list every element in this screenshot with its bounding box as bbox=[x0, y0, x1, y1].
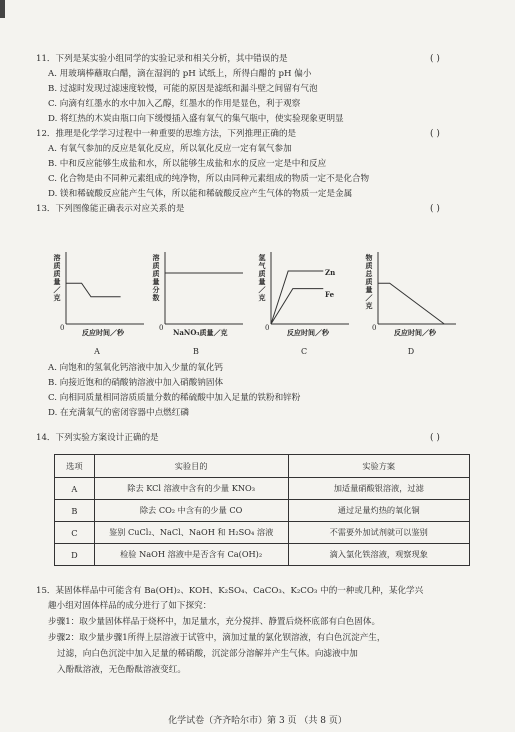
scan-corner-mark bbox=[0, 0, 5, 18]
chart-c-xlabel: 反应时间／秒 bbox=[287, 328, 329, 337]
chart-c-series-label-zn: Zn bbox=[325, 268, 336, 277]
table-row bbox=[55, 500, 470, 522]
chart-b-xlabel: NaNO₃质量／克 bbox=[173, 328, 228, 337]
chart-d-xlabel: 反应时间／秒 bbox=[394, 328, 436, 337]
chart-c-series-fe bbox=[271, 289, 323, 324]
table-header-plan: 实验方案 bbox=[288, 455, 470, 478]
chart-a-ylabel: 溶质质量／克 bbox=[53, 253, 61, 302]
chart-c bbox=[257, 252, 352, 344]
q11-option-b: B. 过滤时发现过滤速度较慢，可能的原因是滤纸和漏斗壁之间留有气泡 bbox=[48, 84, 318, 94]
q15-stem-line2: 趣小组对固体样品的成分进行了如下探究： bbox=[48, 601, 212, 611]
table-header-row bbox=[55, 455, 470, 478]
chart-a bbox=[52, 252, 147, 344]
table-cell-purpose: 除去 KCl 溶液中含有的少量 KNO₃ bbox=[94, 478, 288, 500]
q14-answer-paren: ( ) bbox=[430, 433, 440, 443]
table-header-option: 选项 bbox=[55, 455, 95, 478]
chart-d bbox=[364, 252, 459, 344]
q13-option-c: C. 向相同质量相同溶质质量分数的稀硫酸中加入足量的铁粉和锌粉 bbox=[48, 393, 301, 403]
table-row bbox=[55, 544, 470, 566]
chart-d-origin: 0 bbox=[372, 324, 377, 332]
table-row bbox=[55, 522, 470, 544]
q15-step2-line2: 过滤，向白色沉淀中加入足量的稀硝酸，沉淀部分溶解并产生气体。向滤液中加 bbox=[57, 649, 358, 659]
chart-a-xlabel: 反应时间／秒 bbox=[82, 328, 124, 337]
table-cell-purpose: 鉴别 CuCl₂、NaCl、NaOH 和 H₂SO₄ 溶液 bbox=[94, 522, 288, 544]
q13-option-d: D. 在充满氧气的密闭容器中点燃红磷 bbox=[48, 408, 189, 418]
q12-option-b: B. 中和反应能够生成盐和水，所以能够生成盐和水的反应一定是中和反应 bbox=[48, 159, 327, 169]
table-cell-option: B bbox=[55, 500, 95, 522]
table-header-purpose: 实验目的 bbox=[94, 455, 288, 478]
chart-d-series-line bbox=[378, 283, 444, 324]
chart-a-origin: 0 bbox=[60, 324, 65, 332]
chart-a-series-line bbox=[66, 283, 121, 297]
q11-answer-paren: ( ) bbox=[430, 54, 440, 64]
chart-a-label: A bbox=[94, 347, 100, 356]
q15-step2-line3: 入酚酞溶液，无色酚酞溶液变红。 bbox=[57, 665, 186, 675]
q14-stem: 14．下列实验方案设计正确的是 bbox=[36, 433, 159, 443]
q11-option-a: A. 用玻璃棒蘸取白醋，滴在湿润的 pH 试纸上，所得白醋的 pH 偏小 bbox=[48, 69, 312, 79]
page-footer: 化学试卷（齐齐哈尔市）第 3 页 （共 8 页） bbox=[168, 716, 347, 726]
chart-d-ylabel: 物质总质量／克 bbox=[365, 253, 373, 310]
chart-b-origin: 0 bbox=[159, 324, 164, 332]
chart-d-label: D bbox=[407, 347, 415, 356]
q14-table bbox=[54, 454, 470, 566]
chart-c-series-zn bbox=[271, 271, 323, 324]
q12-option-d: D. 镁和稀硫酸反应能产生气体，所以能和稀硫酸反应产生气体的物质一定是金属 bbox=[48, 189, 353, 199]
chart-b bbox=[151, 252, 246, 344]
q11-stem: 11．下列是某实验小组同学的实验记录和相关分析，其中错误的是 bbox=[36, 54, 288, 64]
q12-stem: 12．推理是化学学习过程中一种重要的思维方法，下列推理正确的是 bbox=[36, 129, 297, 139]
table-cell-option: A bbox=[55, 478, 95, 500]
table-cell-plan: 加适量硝酸银溶液，过滤 bbox=[288, 478, 470, 500]
table-cell-purpose: 除去 CO₂ 中含有的少量 CO bbox=[94, 500, 288, 522]
q15-step2-line1: 步骤2：取少量步骤1所得上层溶液于试管中，滴加过量的氯化钡溶液，有白色沉淀产生， bbox=[48, 633, 386, 643]
q12-option-c: C. 化合物是由不同种元素组成的纯净物，所以由同种元素组成的物质一定不是化合物 bbox=[48, 174, 370, 184]
q13-option-a: A. 向饱和的氢氧化钙溶液中加入少量的氧化钙 bbox=[48, 363, 223, 373]
q11-option-d: D. 将红热的木炭由瓶口向下缓慢插入盛有氧气的集气瓶中，使实验现象更明显 bbox=[48, 114, 344, 124]
chart-b-label: B bbox=[193, 347, 199, 356]
chart-c-series-label-fe: Fe bbox=[325, 290, 335, 299]
table-cell-purpose: 检验 NaOH 溶液中是否含有 Ca(OH)₂ bbox=[94, 544, 288, 566]
q12-option-a: A. 有氧气参加的反应是氧化反应，所以氧化反应一定有氧气参加 bbox=[48, 144, 292, 154]
q13-stem: 13．下列图像能正确表示对应关系的是 bbox=[36, 204, 185, 214]
q11-option-c: C. 向滴有红墨水的水中加入乙醇，红墨水的作用是显色，利于观察 bbox=[48, 99, 301, 109]
q15-step1: 步骤1：取少量固体样品于烧杯中，加足量水，充分搅拌、静置后烧杯底部有白色固体。 bbox=[48, 617, 381, 627]
table-cell-plan: 通过足量灼热的氧化铜 bbox=[288, 500, 470, 522]
table-row bbox=[55, 478, 470, 500]
q13-option-b: B. 向接近饱和的硝酸钠溶液中加入硝酸钠固体 bbox=[48, 378, 224, 388]
table-cell-plan: 不需要外加试剂就可以鉴别 bbox=[288, 522, 470, 544]
q13-answer-paren: ( ) bbox=[430, 204, 440, 214]
chart-c-ylabel: 氢气质量／克 bbox=[258, 253, 266, 302]
q15-stem-line1: 15．某固体样品中可能含有 Ba(OH)₂、KOH、K₂SO₄、CaCO₃、K₂CO₃ 中的一种或几种，某化学兴 bbox=[36, 586, 424, 596]
table-cell-plan: 滴入氯化铁溶液，观察现象 bbox=[288, 544, 470, 566]
chart-c-label: C bbox=[300, 347, 308, 356]
chart-c-origin: 0 bbox=[265, 324, 270, 332]
chart-b-ylabel: 溶质质量分数 bbox=[152, 253, 160, 302]
table-cell-option: D bbox=[55, 544, 95, 566]
table-cell-option: C bbox=[55, 522, 95, 544]
q12-answer-paren: ( ) bbox=[430, 129, 440, 139]
